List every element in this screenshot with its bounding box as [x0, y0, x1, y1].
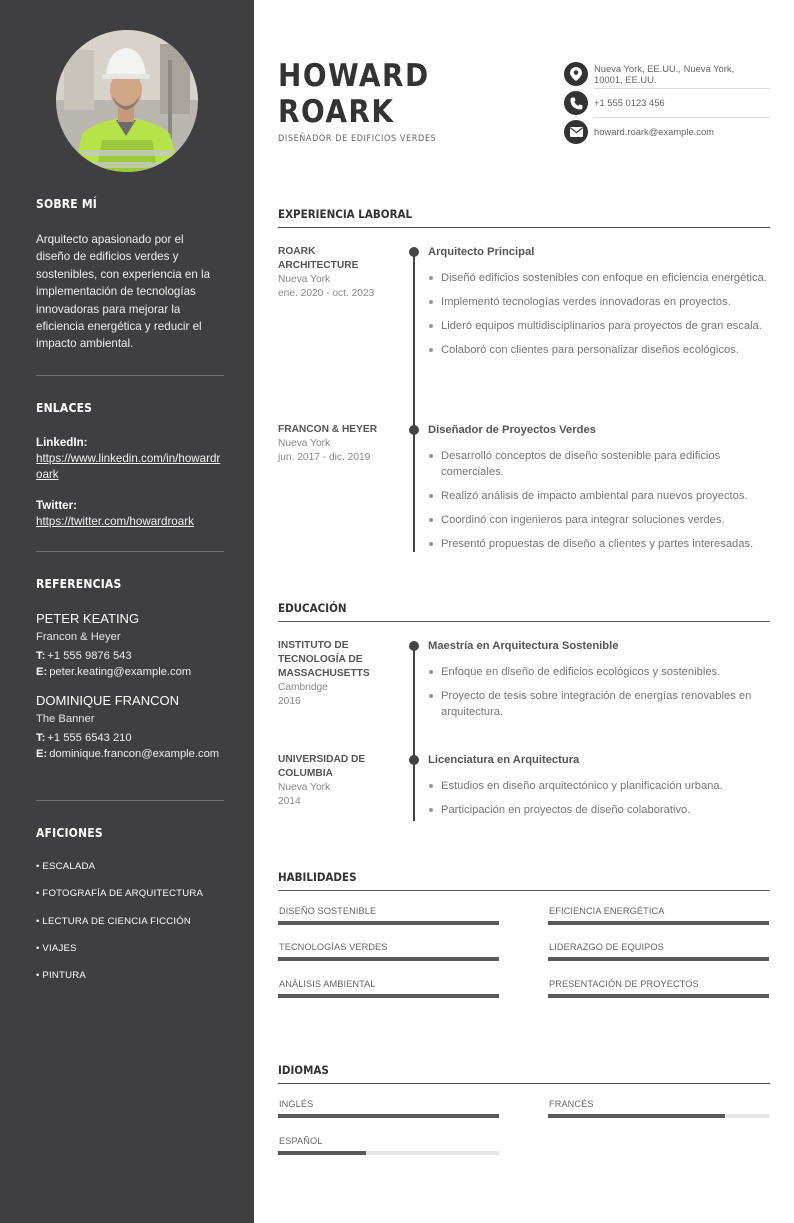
organization: UNIVERSIDAD DE COLUMBIA: [278, 754, 366, 779]
skill-item: [548, 906, 769, 925]
reference-name: DOMINIQUE FRANCON: [36, 693, 179, 708]
section-divider: [278, 1083, 770, 1084]
experience-meta: [278, 423, 398, 465]
skill-bar-fill: [278, 994, 499, 998]
link-label: Twitter:: [36, 499, 78, 512]
organization: INSTITUTO DE TECNOLOGÍA DE MASSACHUSETTS: [278, 640, 370, 679]
skill-bar-fill: [548, 957, 769, 961]
skill-item: [278, 942, 499, 961]
education-details: [428, 753, 770, 826]
language-item: [548, 1099, 769, 1118]
skill-label: LIDERAZGO DE EQUIPOS: [549, 942, 664, 952]
language-bar: [278, 1114, 499, 1118]
organization: FRANCON & HEYER: [278, 424, 378, 435]
list-item: Coordinó con ingenieros para integrar soluciones verdes.: [428, 512, 770, 528]
address-text: Nueva York, EE.UU., Nueva York, 10001, EE.UU.: [594, 62, 735, 85]
language-bar-fill: [278, 1151, 366, 1155]
phone-icon: [564, 91, 588, 115]
reference-org: The Banner: [36, 713, 95, 725]
location: Nueva York: [278, 274, 331, 285]
education-details: [428, 639, 770, 728]
reference-phone: [36, 730, 224, 746]
link-label: LinkedIn:: [36, 436, 88, 449]
about-title: SOBRE MÍ: [36, 197, 97, 211]
bullet-list: [428, 448, 770, 552]
list-item: Colaboró con clientes para personalizar diseños ecológicos.: [428, 342, 770, 358]
bullet-list: [428, 664, 770, 720]
skill-bar-fill: [548, 921, 769, 925]
language-item: [278, 1136, 499, 1155]
language-bar-fill: [548, 1114, 725, 1118]
language-bar: [278, 1151, 499, 1155]
twitter-link[interactable]: https://twitter.com/howardroark: [36, 515, 194, 528]
list-item: Estudios en diseño arquitectónico y planificación urbana.: [428, 778, 770, 794]
skill-bar: [278, 994, 499, 998]
language-label: INGLÉS: [279, 1099, 314, 1109]
experience-details: [428, 245, 770, 366]
reference-item: [36, 610, 224, 680]
skill-item: [548, 942, 769, 961]
list-item: Participación en proyectos de diseño colaborativo.: [428, 802, 770, 818]
position-title: Diseñador de Proyectos Verdes: [428, 424, 596, 436]
skill-item: [278, 906, 499, 925]
dates: 2016: [278, 696, 301, 707]
language-bar-fill: [278, 1114, 499, 1118]
organization: ROARK ARCHITECTURE: [278, 246, 359, 271]
email-value: dominique.francon@example.com: [49, 748, 220, 760]
mail-icon: [564, 120, 588, 144]
dates: 2014: [278, 796, 301, 807]
skill-bar-fill: [278, 921, 499, 925]
skill-item: [548, 979, 769, 998]
name-line: ROARK: [278, 94, 395, 130]
experience-details: [428, 423, 770, 560]
email-label: E:: [36, 666, 48, 678]
list-item: Implementó tecnologías verdes innovadoras en proyectos.: [428, 294, 770, 310]
email-text[interactable]: howard.roark@example.com: [594, 126, 714, 138]
skills-title: HABILIDADES: [278, 870, 357, 884]
degree-title: Licenciatura en Arquitectura: [428, 754, 580, 766]
skill-item: [278, 979, 499, 998]
reference-email: [36, 664, 224, 680]
location: Nueva York: [278, 782, 331, 793]
skill-label: ANÁLISIS AMBIENTAL: [279, 979, 376, 989]
experience-meta: [278, 245, 398, 301]
skill-bar: [278, 921, 499, 925]
section-divider: [278, 890, 770, 891]
skill-bar-fill: [278, 957, 499, 961]
list-item: Desarrolló conceptos de diseño sostenible para edificios comerciales.: [428, 448, 770, 480]
email-value: peter.keating@example.com: [49, 666, 192, 678]
timeline-dot: [409, 247, 419, 257]
timeline-line: [413, 252, 415, 552]
experience-title: EXPERIENCIA LABORAL: [278, 207, 413, 221]
link-twitter: [36, 498, 224, 530]
phone-value: +1 555 6543 210: [47, 732, 132, 744]
divider: [36, 800, 224, 801]
skill-label: TECNOLOGÍAS VERDES: [279, 942, 388, 952]
skill-label: DISEÑO SOSTENIBLE: [279, 906, 377, 916]
hobby-item: • VIAJES: [36, 943, 77, 954]
phone-value: +1 555 9876 543: [47, 650, 132, 662]
language-label: ESPAÑOL: [279, 1136, 323, 1146]
job-title: DISEÑADOR DE EDIFICIOS VERDES: [278, 134, 437, 144]
location-pin-icon: [564, 62, 588, 86]
dates: ene. 2020 - oct. 2023: [278, 288, 375, 299]
skill-bar: [548, 921, 769, 925]
education-meta: [278, 753, 398, 809]
hobby-item: • PINTURA: [36, 970, 86, 981]
link-linkedin: [36, 435, 224, 483]
languages-title: IDIOMAS: [278, 1063, 329, 1077]
skill-bar: [548, 994, 769, 998]
email-label: E:: [36, 748, 48, 760]
phone-label: T:: [36, 732, 46, 744]
divider: [36, 375, 224, 376]
divider: [594, 88, 770, 89]
phone-text: +1 555 0123 456: [594, 97, 665, 109]
contact-email: [564, 120, 770, 144]
education-meta: [278, 639, 398, 709]
list-item: Realizó análisis de impacto ambiental para nuevos proyectos.: [428, 488, 770, 504]
phone-label: T:: [36, 650, 46, 662]
reference-name: PETER KEATING: [36, 611, 140, 626]
skill-bar: [278, 957, 499, 961]
hobbies-title: AFICIONES: [36, 826, 103, 840]
skill-label: PRESENTACIÓN DE PROYECTOS: [549, 979, 699, 989]
language-item: [278, 1099, 499, 1118]
list-item: Presentó propuestas de diseño a clientes y partes interesadas.: [428, 536, 770, 552]
divider: [594, 117, 770, 118]
references-title: REFERENCIAS: [36, 577, 122, 591]
about-text: Arquitecto apasionado por el diseño de edificios verdes y sostenibles, con experiencia en la implementación de tecnologías innovadoras para mejorar la eficiencia energética y reducir el impacto ambiental.: [36, 233, 211, 351]
contact-phone: [564, 91, 770, 115]
timeline-line: [413, 646, 415, 821]
section-divider: [278, 621, 770, 622]
education-title: EDUCACIÓN: [278, 601, 347, 615]
dates: jun. 2017 - dic. 2019: [278, 452, 371, 463]
location: Cambridge: [278, 682, 328, 693]
name-line: HOWARD: [278, 58, 430, 94]
list-item: Enfoque en diseño de edificios ecológicos y sostenibles.: [428, 664, 770, 680]
divider: [36, 551, 224, 552]
language-label: FRANCÉS: [549, 1099, 594, 1109]
profile-photo: [56, 30, 198, 172]
timeline-dot: [409, 641, 419, 651]
linkedin-link[interactable]: https://www.linkedin.com/in/howardroark: [36, 452, 221, 481]
hobby-item: • FOTOGRAFÍA DE ARQUITECTURA: [36, 888, 204, 899]
reference-item: [36, 692, 224, 762]
skill-label: EFICIENCIA ENERGÉTICA: [549, 906, 665, 916]
reference-email: [36, 746, 224, 762]
reference-phone: [36, 648, 224, 664]
hobby-item: • ESCALADA: [36, 861, 96, 872]
list-item: Diseñó edificios sostenibles con enfoque en eficiencia energética.: [428, 270, 770, 286]
skill-bar: [548, 957, 769, 961]
links-title: ENLACES: [36, 401, 93, 415]
person-name: [278, 58, 430, 130]
position-title: Arquitecto Principal: [428, 246, 535, 258]
degree-title: Maestría en Arquitectura Sostenible: [428, 640, 619, 652]
timeline-dot: [409, 755, 419, 765]
language-bar: [548, 1114, 769, 1118]
list-item: Lideró equipos multidisciplinarios para proyectos de gran escala.: [428, 318, 770, 334]
hobby-item: • LECTURA DE CIENCIA FICCIÓN: [36, 916, 192, 927]
bullet-list: [428, 270, 770, 358]
reference-org: Francon & Heyer: [36, 631, 121, 643]
list-item: Proyecto de tesis sobre integración de energías renovables en arquitectura.: [428, 688, 770, 720]
bullet-list: [428, 778, 770, 818]
timeline-dot: [409, 425, 419, 435]
skill-bar-fill: [548, 994, 769, 998]
section-divider: [278, 227, 770, 228]
contact-address: [564, 62, 770, 86]
location: Nueva York: [278, 438, 331, 449]
